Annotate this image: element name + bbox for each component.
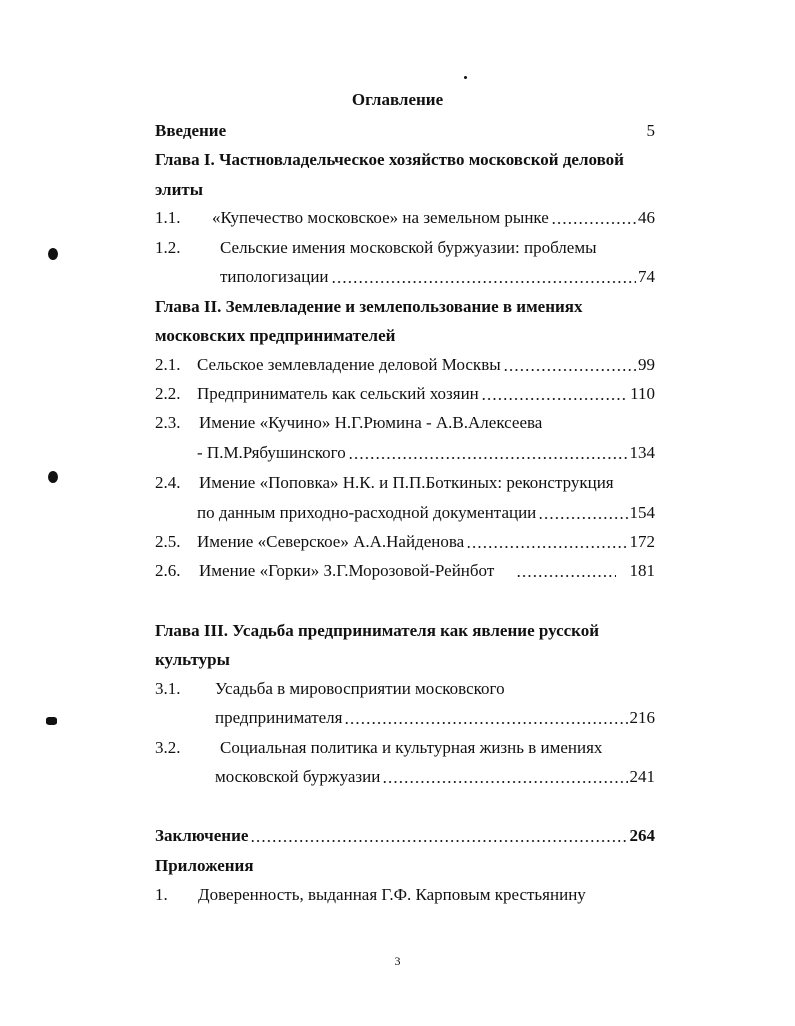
entry-page: 216 bbox=[629, 708, 655, 727]
entry-page: 99 bbox=[638, 355, 655, 374]
toc-entry bbox=[155, 706, 655, 730]
entry-number: 3.1. bbox=[155, 679, 181, 698]
entry-label: предпринимателя bbox=[215, 708, 343, 727]
entry-number: 3.2. bbox=[155, 738, 181, 757]
entry-page: 46 bbox=[638, 208, 655, 227]
scan-hole-mark bbox=[48, 471, 58, 483]
toc-entry bbox=[155, 265, 655, 289]
entry-label: по данным приходно-расходной документации bbox=[197, 503, 537, 522]
entry-page: 154 bbox=[629, 503, 655, 522]
entry-page: 134 bbox=[629, 443, 655, 462]
dot-leader bbox=[228, 134, 644, 138]
entry-page: 74 bbox=[638, 267, 655, 286]
toc-entry bbox=[155, 619, 655, 643]
entry-label: Глава III. Усадьба предпринимателя как явление русской bbox=[155, 621, 600, 640]
toc-entry bbox=[155, 501, 655, 525]
entry-label: Глава I. Частновладельческое хозяйство московской деловой bbox=[155, 150, 624, 169]
scan-hole-mark bbox=[46, 717, 57, 725]
dot-leader bbox=[466, 545, 627, 549]
entry-number: 1.2. bbox=[155, 238, 181, 257]
entry-number: 2.5. bbox=[155, 532, 181, 551]
entry-label: культуры bbox=[155, 650, 230, 669]
entry-label: типологизации bbox=[220, 267, 329, 286]
entry-number: 2.3. bbox=[155, 413, 181, 432]
entry-number: 1. bbox=[155, 885, 168, 904]
dot-leader bbox=[516, 574, 615, 578]
entry-number: 1.1. bbox=[155, 208, 181, 227]
dot-leader bbox=[348, 456, 628, 460]
toc-entry bbox=[155, 441, 655, 465]
entry-label: Имение «Горки» З.Г.Морозовой-Рейнбот bbox=[199, 561, 495, 580]
entry-label: московской буржуазии bbox=[215, 767, 381, 786]
dot-leader bbox=[344, 721, 627, 725]
toc-entry bbox=[155, 530, 655, 554]
toc-entry bbox=[155, 471, 655, 495]
entry-label: - П.М.Рябушинского bbox=[197, 443, 346, 462]
entry-number: 2.6. bbox=[155, 561, 181, 580]
entry-label: Имение «Кучино» Н.Г.Рюмина - А.В.Алексеева bbox=[199, 413, 543, 432]
entry-page: 172 bbox=[629, 532, 655, 551]
entry-label: Социальная политика и культурная жизнь в имениях bbox=[220, 738, 603, 757]
entry-label: Введение bbox=[155, 121, 227, 140]
entry-number: 2.1. bbox=[155, 355, 181, 374]
entry-label: Усадьба в мировосприятии московского bbox=[215, 679, 505, 698]
dot-leader bbox=[538, 516, 627, 520]
toc-entry bbox=[155, 353, 655, 377]
entry-label: «Купечество московское» на земельном рынке bbox=[212, 208, 549, 227]
entry-label: Заключение bbox=[155, 826, 249, 845]
entry-page: 264 bbox=[629, 826, 655, 845]
entry-label: Приложения bbox=[155, 856, 254, 875]
toc-entry bbox=[155, 648, 655, 672]
page-number: 3 bbox=[394, 954, 401, 968]
dot-leader bbox=[382, 780, 627, 784]
entry-label: Сельское землевладение деловой Москвы bbox=[197, 355, 501, 374]
toc-entry bbox=[155, 736, 655, 760]
entry-label: Доверенность, выданная Г.Ф. Карповым крестьянину bbox=[198, 885, 586, 904]
toc-entry bbox=[155, 236, 655, 260]
dot-leader bbox=[331, 280, 636, 284]
toc-entry bbox=[155, 206, 655, 230]
entry-label: Имение «Северское» А.А.Найденова bbox=[197, 532, 465, 551]
toc-entry bbox=[155, 824, 655, 848]
scan-hole-mark bbox=[48, 248, 58, 260]
toc-entry bbox=[155, 883, 655, 907]
toc-entry bbox=[155, 324, 655, 348]
toc-entry bbox=[155, 765, 655, 789]
toc-entry bbox=[155, 382, 655, 406]
entry-number: 2.2. bbox=[155, 384, 181, 403]
toc-entry bbox=[155, 559, 655, 583]
entry-label: Предприниматель как сельский хозяин bbox=[197, 384, 479, 403]
entry-label: Глава II. Землевладение и землепользование в имениях bbox=[155, 297, 583, 316]
entry-label: Имение «Поповка» Н.К. и П.П.Боткиных: реконструкция bbox=[199, 473, 614, 492]
dot-leader bbox=[551, 221, 636, 225]
entry-page: 110 bbox=[630, 384, 655, 403]
toc-entry bbox=[155, 854, 655, 878]
toc-title: Оглавление bbox=[351, 90, 444, 109]
scan-speck bbox=[464, 76, 467, 79]
entry-label: московских предпринимателей bbox=[155, 326, 396, 345]
toc-entry bbox=[155, 148, 655, 172]
entry-page: 181 bbox=[629, 561, 655, 580]
toc-entry bbox=[155, 411, 655, 435]
entry-page: 241 bbox=[629, 767, 655, 786]
toc-entry bbox=[155, 178, 655, 202]
toc-entry bbox=[155, 295, 655, 319]
dot-leader bbox=[503, 368, 636, 372]
toc-entry bbox=[155, 677, 655, 701]
dot-leader bbox=[250, 839, 627, 843]
entry-label: Сельские имения московской буржуазии: проблемы bbox=[220, 238, 597, 257]
dot-leader bbox=[481, 397, 628, 401]
entry-number: 2.4. bbox=[155, 473, 181, 492]
entry-label: элиты bbox=[155, 180, 203, 199]
toc-entry bbox=[155, 119, 655, 143]
entry-page: 5 bbox=[646, 121, 655, 140]
